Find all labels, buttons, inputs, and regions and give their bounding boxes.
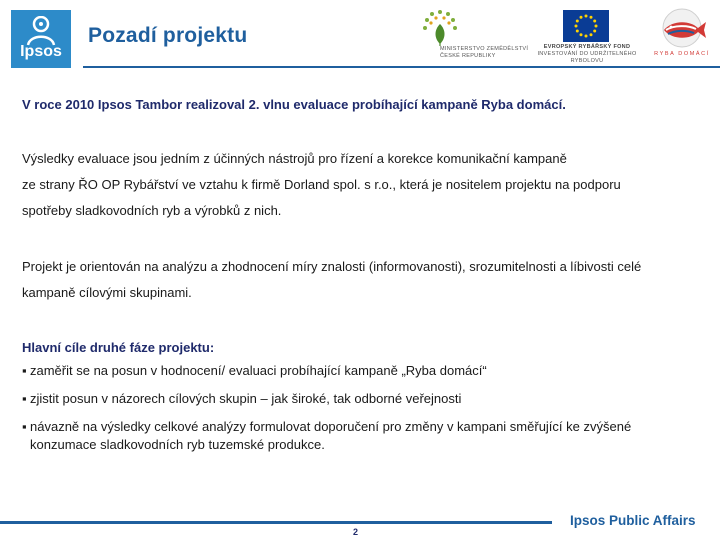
bullet-icon: ▪	[22, 419, 27, 434]
ipsos-person-circles-icon	[24, 16, 58, 46]
ministry-logo	[422, 8, 530, 66]
ipsos-logo	[11, 10, 71, 68]
goal-text: zjistit posun v názorech cílových skupin – jak široké, tak odborné veřejnosti	[30, 391, 462, 406]
goals-list	[22, 362, 712, 464]
paragraph-evaluation	[22, 146, 712, 224]
page-title: Pozadí projektu	[88, 24, 248, 47]
eu-caption-line: INVESTOVÁNÍ DO UDRŽITELNÉHO	[537, 51, 637, 57]
bullet-icon: ▪	[22, 363, 27, 378]
paragraph-line: ze strany ŘO OP Rybářství ve vztahu k firmě Dorland spol. s r.o., která je nositelem projektu na podporu	[22, 177, 621, 192]
sunburst-leaf-icon	[422, 8, 458, 48]
goal-text: konzumace sladkovodních ryb tuzemské produkce.	[30, 437, 325, 452]
ryba-domaci-logo	[650, 8, 714, 66]
footer-divider	[0, 521, 552, 524]
fish-icon	[650, 8, 714, 50]
ministry-caption: MINISTERSTVO ZEMĚDĚLSTVÍ ČESKÉ REPUBLIKY	[440, 46, 529, 59]
ipsos-wordmark: Ipsos	[20, 43, 62, 60]
paragraph-line: Výsledky evaluace jsou jedním z účinných nástrojů pro řízení a korekce komunikační kampaně	[22, 151, 567, 166]
intro-statement: V roce 2010 Ipsos Tambor realizoval 2. vlnu evaluace probíhající kampaně Ryba domácí.	[22, 97, 566, 112]
paragraph-project-focus	[22, 254, 712, 306]
list-item	[22, 418, 712, 454]
paragraph-line: kampaně cílovými skupinami.	[22, 285, 192, 300]
paragraph-line: spotřeby sladkovodních ryb a výrobků z nich.	[22, 203, 282, 218]
bullet-icon: ▪	[22, 391, 27, 406]
goal-text: návazně na výsledky celkové analýzy formulovat doporučení pro změny v kampani směřující ke zvýšené	[30, 419, 632, 434]
eu-caption	[532, 44, 642, 65]
goals-heading: Hlavní cíle druhé fáze projektu:	[22, 340, 215, 355]
ryba-caption: RYBA DOMÁCÍ	[654, 51, 710, 57]
list-item	[22, 362, 712, 380]
footer-brand: Ipsos Public Affairs	[570, 513, 696, 528]
page-number: 2	[353, 527, 359, 537]
eu-caption-line: EVROPSKÝ RYBÁŘSKÝ FOND	[543, 44, 631, 50]
eu-fund-logo	[532, 8, 642, 66]
header-divider	[83, 66, 720, 68]
goal-text: zaměřit se na posun v hodnocení/ evaluaci probíhající kampaně „Ryba domácí“	[30, 363, 487, 378]
paragraph-line: Projekt je orientován na analýzu a zhodnocení míry znalosti (informovanosti), srozumitelnosti a líbivosti celé	[22, 259, 642, 274]
eu-caption-line: RYBOLOVU	[570, 58, 604, 64]
list-item	[22, 390, 712, 408]
eu-stars-flag-icon	[563, 10, 609, 42]
